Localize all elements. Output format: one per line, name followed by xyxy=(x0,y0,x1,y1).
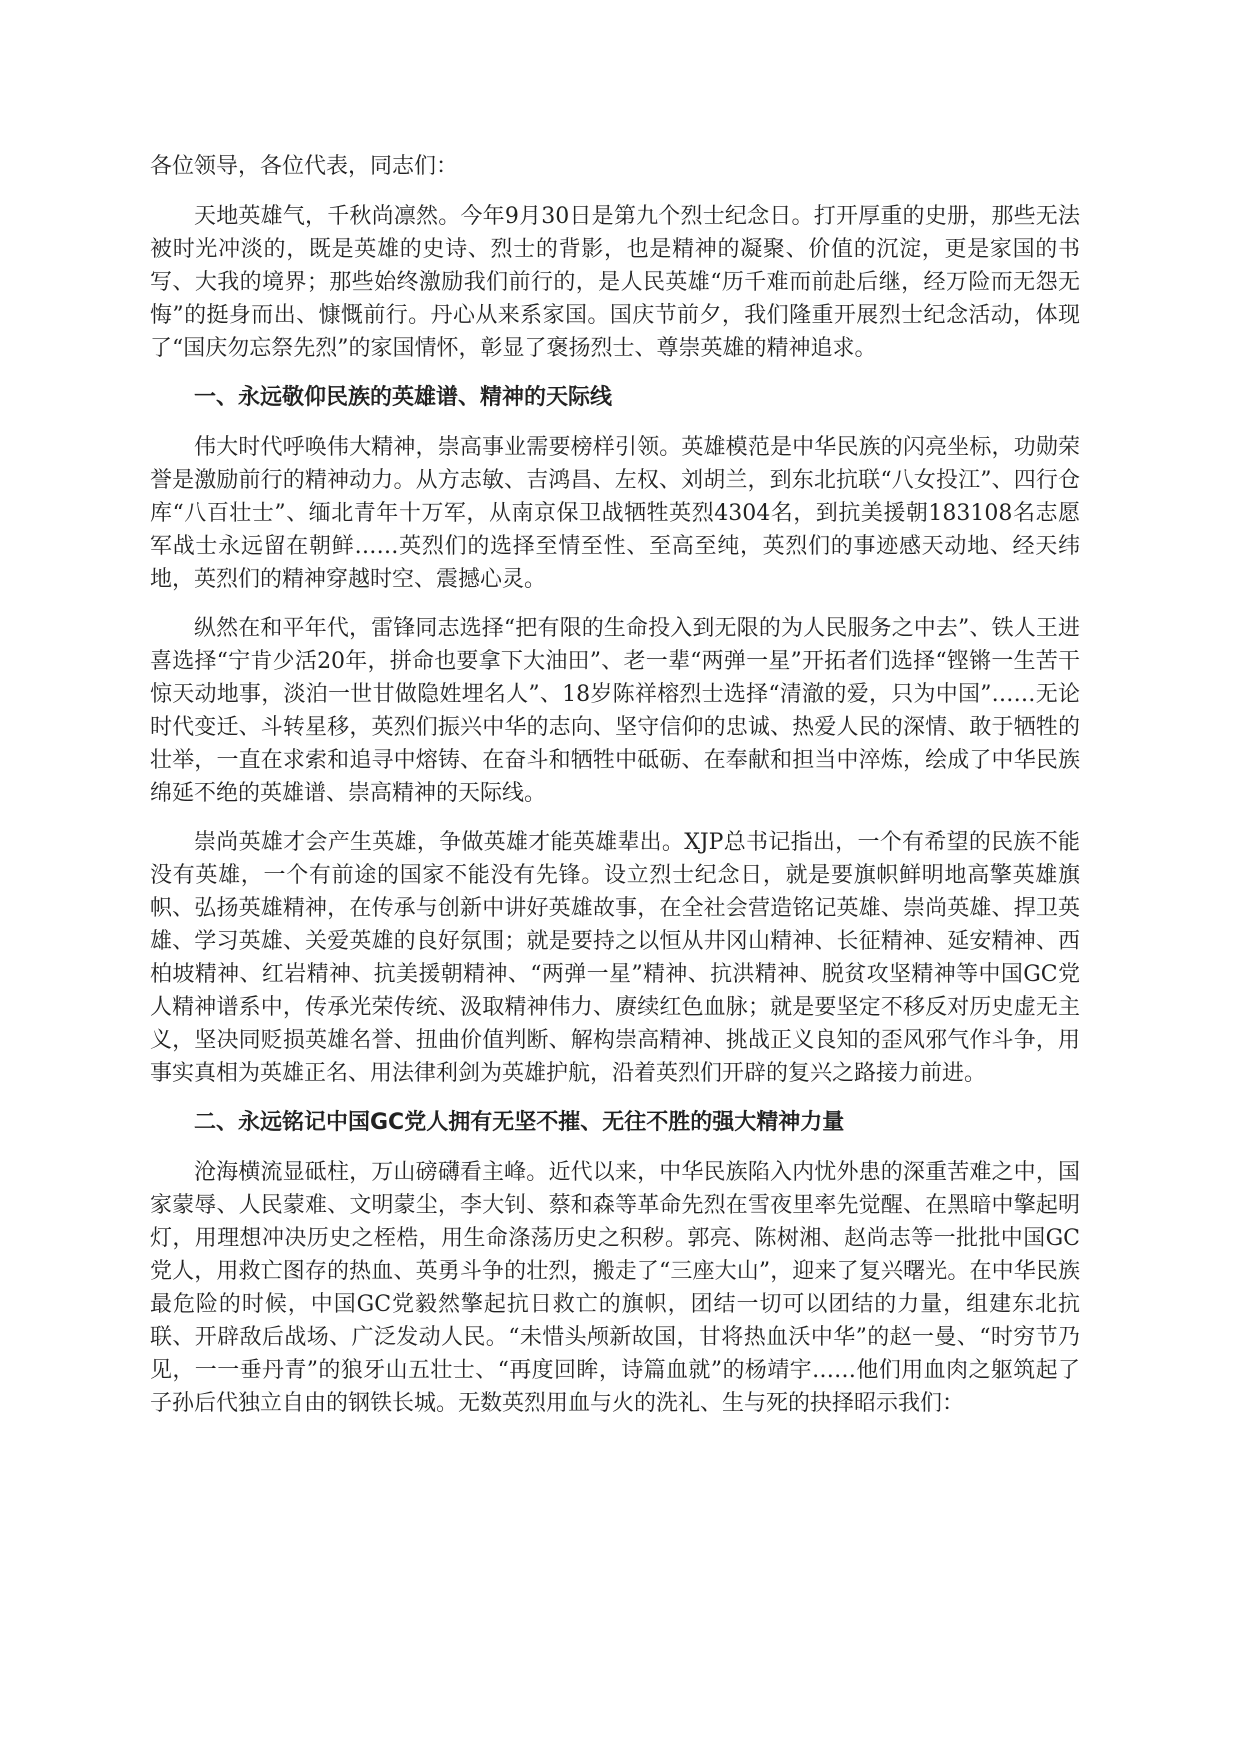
paragraph-heroes-list: 伟大时代呼唤伟大精神，崇高事业需要榜样引领。英雄模范是中华民族的闪亮坐标，功勋荣誉是激励前行的精神动力。从方志敏、吉鸿昌、左权、刘胡兰，到东北抗联“八女投江”、四行仓库“八百壮士”、缅北青年十万军，从南京保卫战牺牲英烈4304名，到抗美援朝183108名志愿军战士永远留在朝鲜……英烈们的选择至情至性、至高至纯，英烈们的事迹感天动地、经天纬地，英烈们的精神穿越时空、震撼心灵。 xyxy=(150,435,1080,592)
document-page xyxy=(150,150,1080,1436)
section-heading-1: 一、永远敬仰民族的英雄谱、精神的天际线 xyxy=(194,385,613,410)
paragraph-modern-history: 沧海横流显砥柱，万山磅礴看主峰。近代以来，中华民族陷入内忧外患的深重苦难之中，国家蒙辱、人民蒙难、文明蒙尘，李大钊、蔡和森等革命先烈在雪夜里率先觉醒、在黑暗中擎起明灯，用理想冲决历史之桎梏，用生命涤荡历史之积秽。郭亮、陈树湘、赵尚志等一批批中国GC党人，用救亡图存的热血、英勇斗争的壮烈，搬走了“三座大山”，迎来了复兴曙光。在中华民族最危险的时候，中国GC党毅然擎起抗日救亡的旗帜，团结一切可以团结的力量，组建东北抗联、开辟敌后战场、广泛发动人民。“未惜头颅新故国，甘将热血沃中华”的赵一曼、“时穷节乃见，一一垂丹青”的狼牙山五壮士、“再度回眸，诗篇血就”的杨靖宇……他们用血肉之躯筑起了子孙后代独立自由的钢铁长城。无数英烈用血与火的洗礼、生与死的抉择昭示我们： xyxy=(150,1160,1080,1416)
section-heading-2: 二、永远铭记中国GC党人拥有无坚不摧、无往不胜的强大精神力量 xyxy=(194,1110,845,1135)
salutation: 各位领导，各位代表，同志们： xyxy=(150,154,459,179)
paragraph-peace-era: 纵然在和平年代，雷锋同志选择“把有限的生命投入到无限的为人民服务之中去”、铁人王进喜选择“宁肯少活20年，拼命也要拿下大油田”、老一辈“两弹一星”开拓者们选择“铿锵一生苦干惊天动地事，淡泊一世甘做隐姓埋名人”、18岁陈祥榕烈士选择“清澈的爱，只为中国”……无论时代变迁、斗转星移，英烈们振兴中华的志向、坚守信仰的忠诚、热爱人民的深情、敢于牺牲的壮举，一直在求索和追寻中熔铸、在奋斗和牺牲中砥砺、在奉献和担当中淬炼，绘成了中华民族绵延不绝的英雄谱、崇高精神的天际线。 xyxy=(150,616,1080,806)
paragraph-honor-heroes: 崇尚英雄才会产生英雄，争做英雄才能英雄辈出。XJP总书记指出，一个有希望的民族不能没有英雄，一个有前途的国家不能没有先锋。设立烈士纪念日，就是要旗帜鲜明地高擎英雄旗帜、弘扬英雄精神，在传承与创新中讲好英雄故事，在全社会营造铭记英雄、崇尚英雄、捍卫英雄、学习英雄、关爱英雄的良好氛围；就是要持之以恒从井冈山精神、长征精神、延安精神、西柏坡精神、红岩精神、抗美援朝精神、“两弹一星”精神、抗洪精神、脱贫攻坚精神等中国GC党人精神谱系中，传承光荣传统、汲取精神伟力、赓续红色血脉；就是要坚定不移反对历史虚无主义，坚决同贬损英雄名誉、扭曲价值判断、解构崇高精神、挑战正义良知的歪风邪气作斗争，用事实真相为英雄正名、用法律利剑为英雄护航，沿着英烈们开辟的复兴之路接力前进。 xyxy=(150,830,1080,1086)
paragraph-intro: 天地英雄气，千秋尚凛然。今年9月30日是第九个烈士纪念日。打开厚重的史册，那些无法被时光冲淡的，既是英雄的史诗、烈士的背影，也是精神的凝聚、价值的沉淀，更是家国的书写、大我的境界；那些始终激励我们前行的，是人民英雄“历千难而前赴后继，经万险而无怨无悔”的挺身而出、慷慨前行。丹心从来系家国。国庆节前夕，我们隆重开展烈士纪念活动，体现了“国庆勿忘祭先烈”的家国情怀，彰显了褒扬烈士、尊崇英雄的精神追求。 xyxy=(150,204,1080,361)
